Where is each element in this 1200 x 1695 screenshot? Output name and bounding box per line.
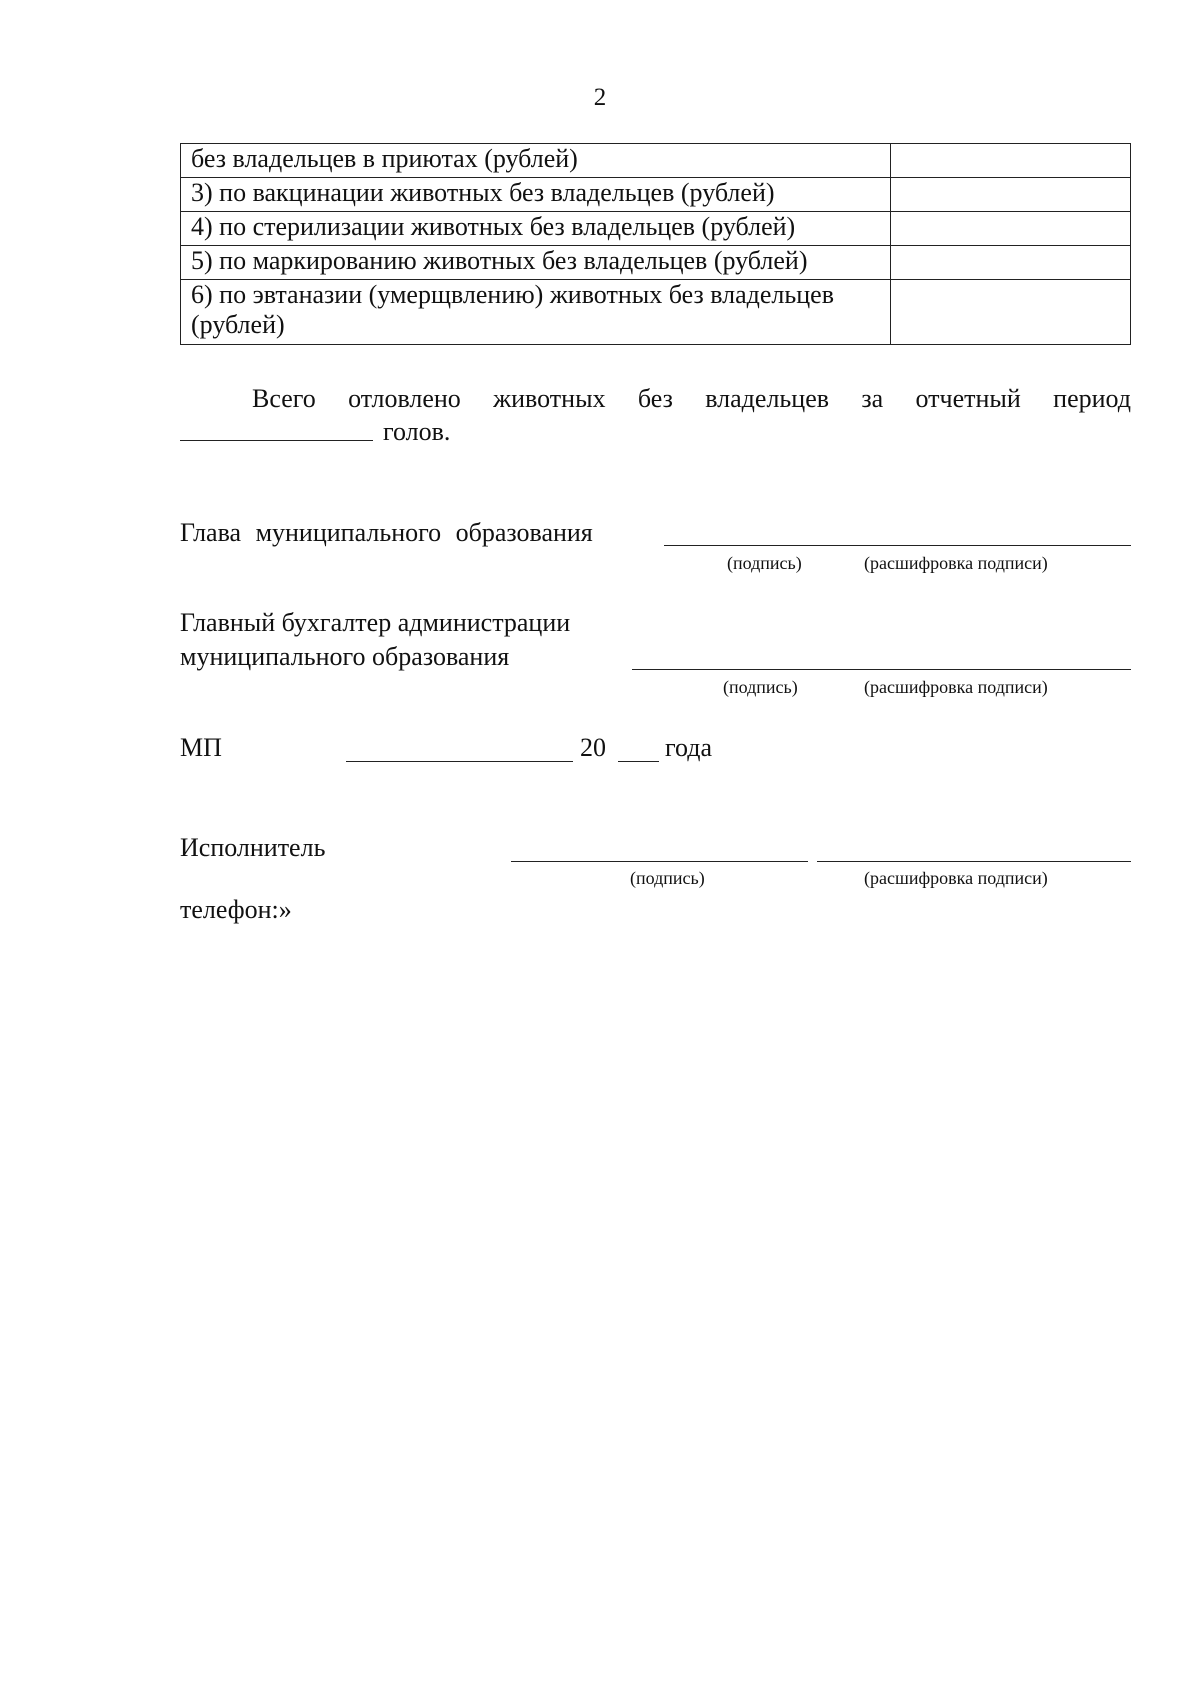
total-unit: голов.	[383, 417, 451, 446]
cost-table	[180, 143, 1131, 345]
accountant-caption-signature: (подпись)	[723, 677, 798, 697]
executor-caption-decoding: (расшифровка подписи)	[864, 868, 1048, 888]
phone-label: телефон:»	[180, 895, 292, 924]
table-cell-value[interactable]	[890, 144, 1130, 178]
executor-label: Исполнитель	[180, 833, 326, 862]
table-row	[181, 144, 1131, 178]
table-row	[181, 246, 1131, 280]
accountant-caption-decoding: (расшифровка подписи)	[864, 677, 1048, 697]
year-suffix: года	[665, 733, 713, 762]
head-label: Глава муниципального образования	[180, 518, 593, 547]
date-day-month-blank[interactable]	[346, 761, 573, 762]
accountant-label-line1: Главный бухгалтер администрации	[180, 608, 571, 637]
year-blank[interactable]	[618, 761, 659, 762]
executor-signature-line[interactable]	[511, 861, 808, 862]
table-cell-label: 5) по маркированию животных без владельцев (рублей)	[181, 246, 891, 280]
accountant-signature-line[interactable]	[632, 669, 1131, 670]
table-row	[181, 178, 1131, 212]
head-signature-line[interactable]	[664, 545, 1131, 546]
total-sentence: Всего отловлено животных без владельцев за отчетный период	[252, 384, 1131, 413]
head-caption-signature: (подпись)	[727, 553, 802, 573]
executor-caption-signature: (подпись)	[630, 868, 705, 888]
table-cell-label: 6) по эвтаназии (умерщвлению) животных без владельцев (рублей)	[181, 280, 891, 345]
table-cell-value[interactable]	[890, 178, 1130, 212]
executor-decoding-line[interactable]	[817, 861, 1131, 862]
table-cell-value[interactable]	[890, 246, 1130, 280]
table-cell-label: без владельцев в приютах (рублей)	[181, 144, 891, 178]
accountant-label-line2: муниципального образования	[180, 642, 510, 671]
table-cell-value[interactable]	[890, 280, 1130, 345]
table-cell-label: 4) по стерилизации животных без владельцев (рублей)	[181, 212, 891, 246]
table-row	[181, 212, 1131, 246]
page-number: 2	[593, 84, 607, 111]
total-count-blank[interactable]	[180, 440, 373, 441]
table-cell-label: 3) по вакцинации животных без владельцев (рублей)	[181, 178, 891, 212]
table-cell-value[interactable]	[890, 212, 1130, 246]
year-prefix: 20	[580, 733, 606, 762]
stamp-mp: МП	[180, 733, 222, 762]
table-row	[181, 280, 1131, 345]
head-caption-decoding: (расшифровка подписи)	[864, 553, 1048, 573]
